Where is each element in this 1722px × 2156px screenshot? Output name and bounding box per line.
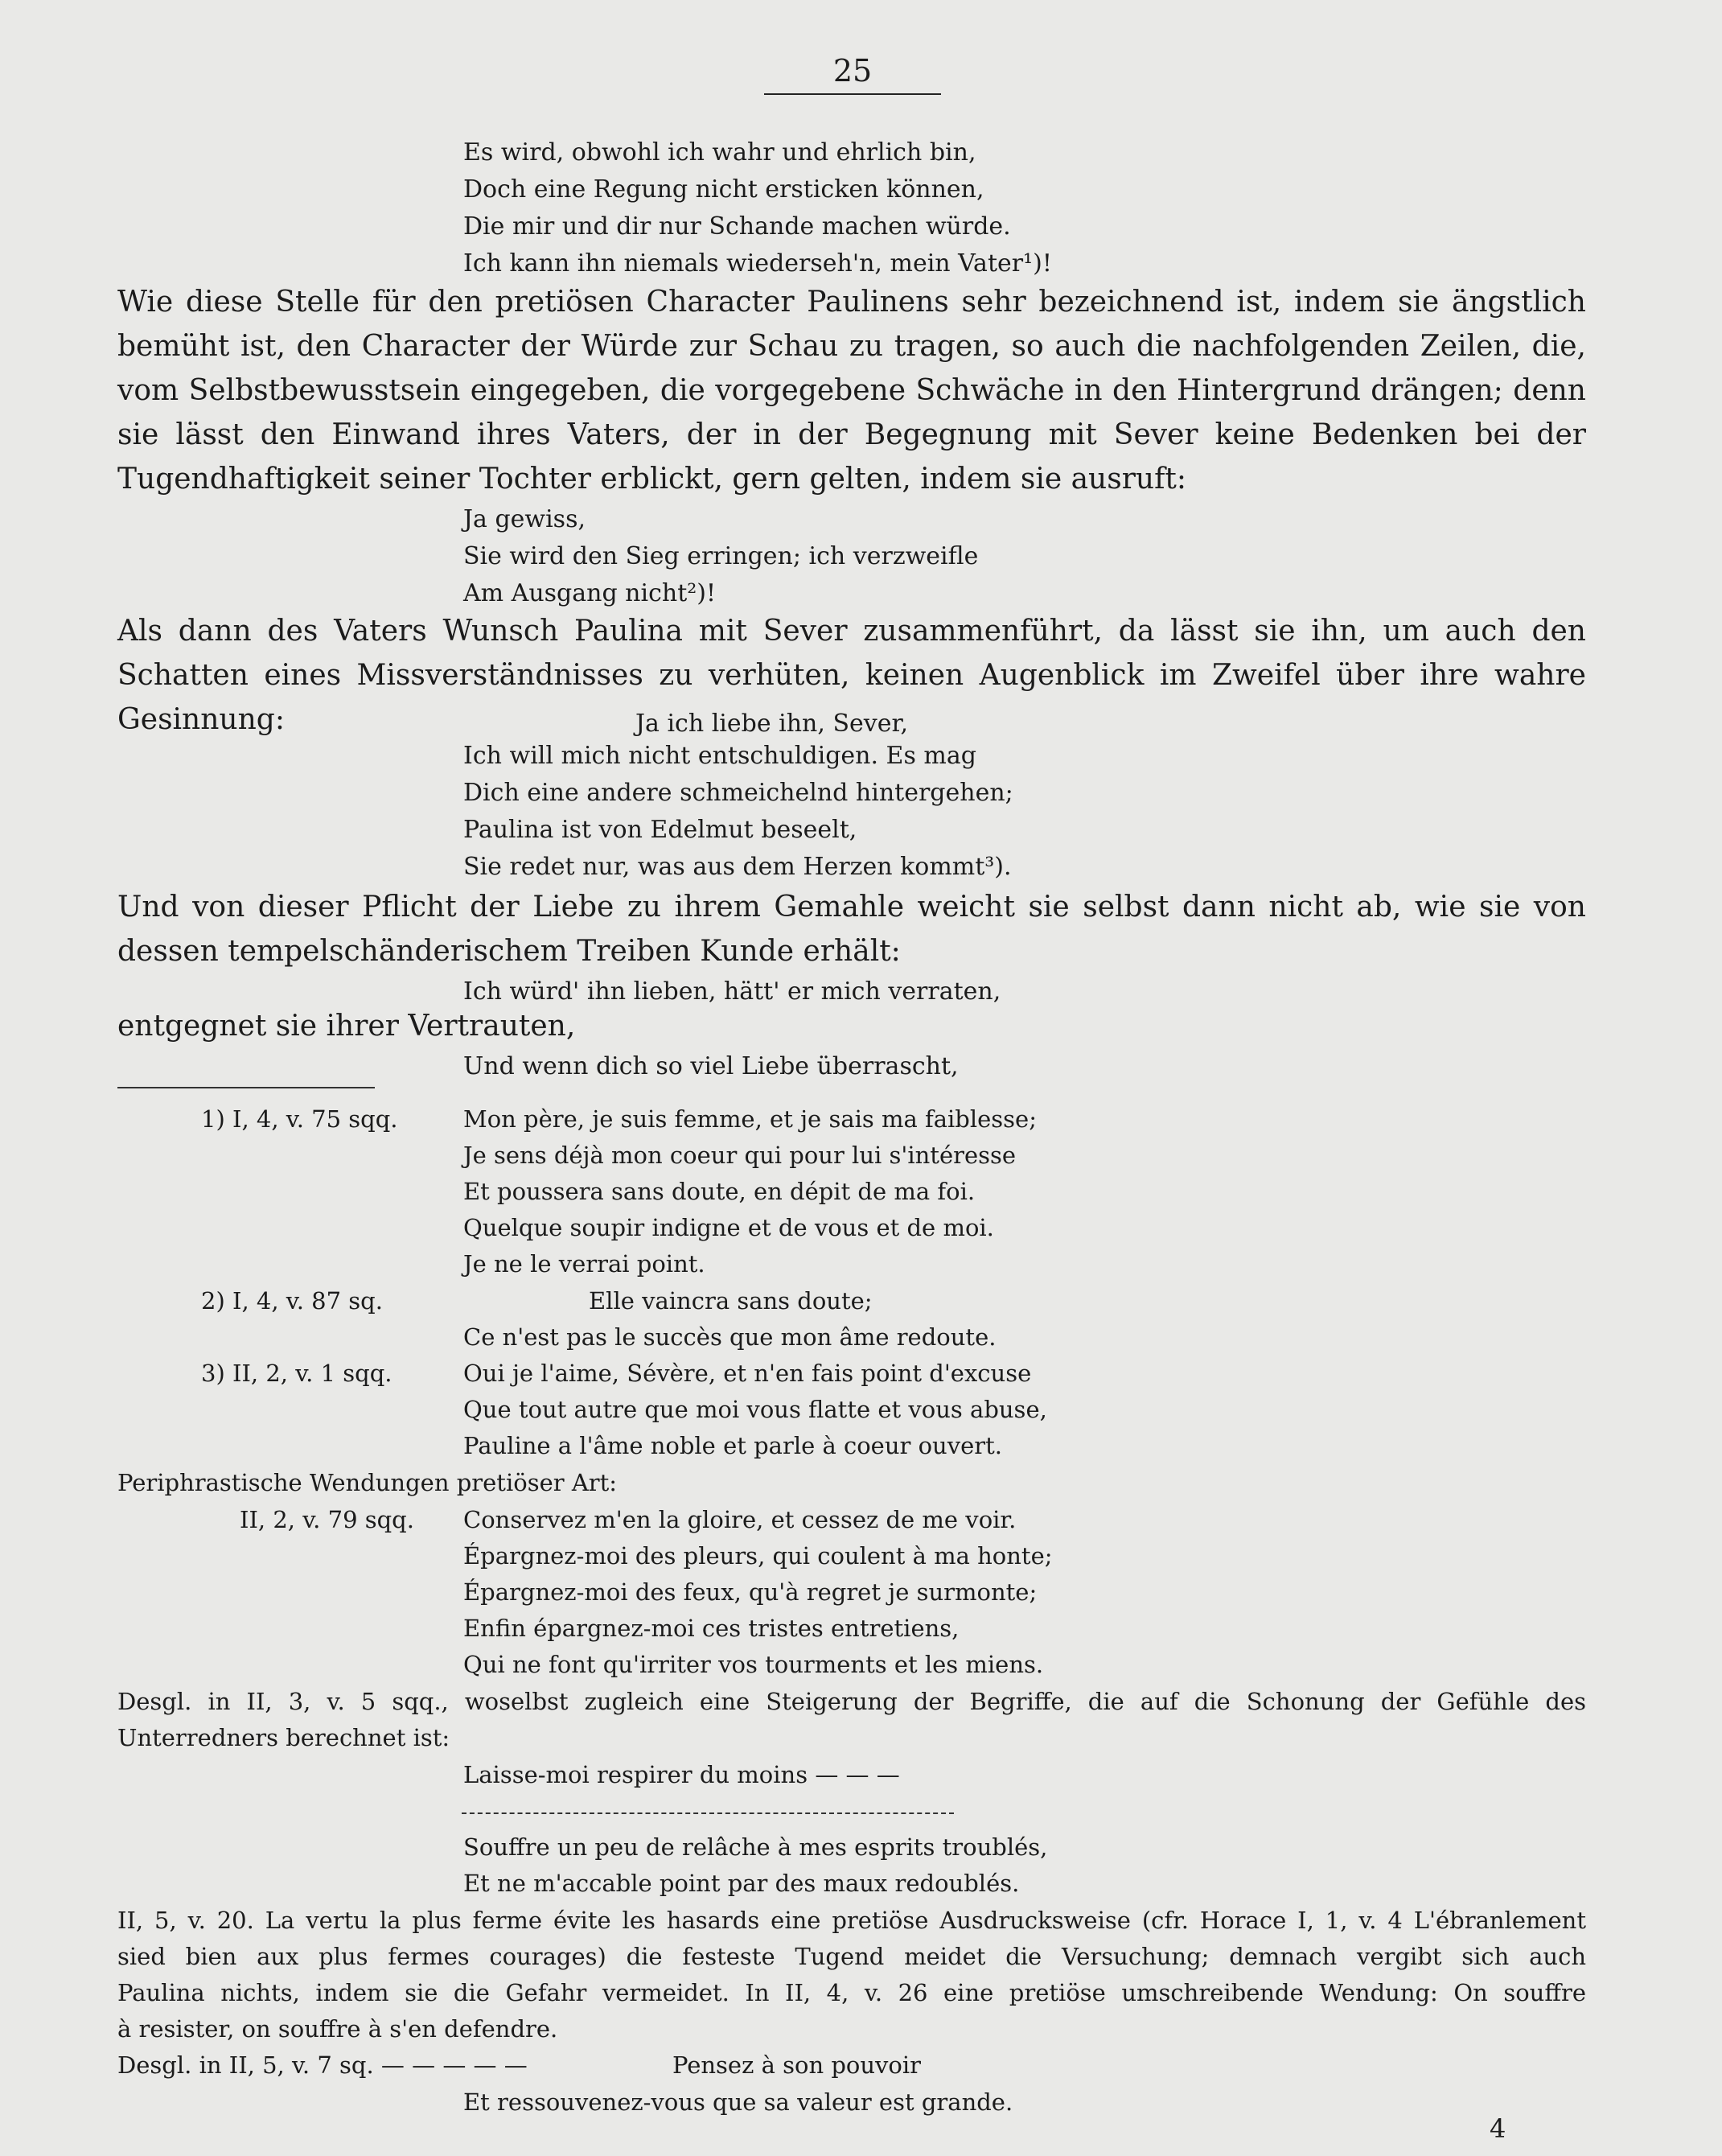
prose-line: Schatten eines Missverständnisses zu verhüten, keinen Augenblick im Zweifel über ihre wahre (117, 659, 1586, 692)
footnote-line: Qui ne font qu'irriter vos tourments et les miens. (463, 1651, 1044, 1678)
verse-line: Dich eine andere schmeichelnd hintergehen; (463, 779, 1013, 807)
verse-line: Ja ich liebe ihn, Sever, (635, 710, 909, 738)
footnote-label: 2) I, 4, v. 87 sq. (201, 1287, 383, 1315)
footnote-line: Elle vaincra sans doute; (589, 1287, 873, 1315)
footnote-line: Pauline a l'âme noble et parle à coeur ouvert. (463, 1432, 1003, 1459)
footnote-line: Quelque soupir indigne et de vous et de moi. (463, 1214, 994, 1241)
verse-line: Und wenn dich so viel Liebe überrascht, (463, 1052, 959, 1080)
verse-line: Ich kann ihn niemals wiederseh'n, mein Vater¹)! (463, 249, 1052, 278)
footnote-line: sied bien aux plus fermes courages) die festeste Tugend meidet die Versuchung; demnach vergibt sich auch (117, 1943, 1586, 1970)
footnote-label: II, 2, v. 79 sqq. (240, 1506, 414, 1533)
footnote-line: Et ressouvenez-vous que sa valeur est grande. (463, 2088, 1013, 2116)
prose-line: Gesinnung: (117, 703, 285, 736)
verse-line: Ja gewiss, (463, 505, 586, 533)
footnote-line: Periphrastische Wendungen pretiöser Art: (117, 1469, 618, 1496)
verse-line: Ich würd' ihn lieben, hätt' er mich verraten, (463, 977, 1001, 1006)
verse-line: Am Ausgang nicht²)! (463, 579, 717, 607)
page-number: 25 (764, 53, 941, 95)
footnote-line: Unterredners berechnet ist: (117, 1724, 450, 1751)
footnote-line: Paulina nichts, indem sie die Gefahr vermeidet. In II, 4, v. 26 eine pretiöse umschreibende Wendung: On souffre (117, 1979, 1586, 2006)
prose-line: Als dann des Vaters Wunsch Paulina mit Sever zusammenführt, da lässt sie ihn, um auch den (117, 615, 1586, 648)
prose-line: sie lässt den Einwand ihres Vaters, der in der Begegnung mit Sever keine Bedenken bei der (117, 418, 1586, 451)
verse-line: Ich will mich nicht entschuldigen. Es mag (463, 742, 976, 770)
footnote-line: Et poussera sans doute, en dépit de ma foi. (463, 1178, 976, 1205)
ellipsis-dash-line (462, 1812, 954, 1814)
footnote-line: Je sens déjà mon coeur qui pour lui s'intéresse (463, 1142, 1017, 1169)
footnote-line: Épargnez-moi des pleurs, qui coulent à ma honte; (463, 1542, 1053, 1570)
prose-line: vom Selbstbewusstsein eingegeben, die vorgegebene Schwäche in den Hintergrund drängen; denn (117, 374, 1586, 407)
footnote-line: Souffre un peu de relâche à mes esprits troublés, (463, 1833, 1048, 1861)
footnote-line: Je ne le verrai point. (463, 1250, 705, 1278)
footnote-separator (117, 1087, 375, 1088)
footnote-line: Ce n'est pas le succès que mon âme redoute. (463, 1323, 997, 1351)
footnote-line: Et ne m'accable point par des maux redoublés. (463, 1870, 1020, 1897)
footnote-line: II, 5, v. 20. La vertu la plus ferme évite les hasards eine pretiöse Ausdrucksweise (cfr. Horace I, 1, v. 4 L'ébranlement (117, 1907, 1586, 1934)
footnote-label: 1) I, 4, v. 75 sqq. (201, 1105, 398, 1133)
footnote-line: Épargnez-moi des feux, qu'à regret je surmonte; (463, 1578, 1038, 1606)
footnote-line: Laisse-moi respirer du moins — — — (463, 1761, 900, 1788)
verse-line: Doch eine Regung nicht ersticken können, (463, 175, 984, 204)
footnote-line: Enfin épargnez-moi ces tristes entretiens, (463, 1615, 960, 1642)
prose-line: Und von dieser Pflicht der Liebe zu ihrem Gemahle weicht sie selbst dann nicht ab, wie sie von (117, 891, 1586, 924)
verse-line: Die mir und dir nur Schande machen würde. (463, 212, 1011, 241)
prose-line: Tugendhaftigkeit seiner Tochter erblickt, gern gelten, indem sie ausruft: (117, 463, 1187, 496)
footnote-line: Oui je l'aime, Sévère, et n'en fais point d'excuse (463, 1360, 1032, 1387)
footnote-label: Desgl. in II, 5, v. 7 sq. — — — — — (117, 2051, 528, 2079)
verse-line: Sie redet nur, was aus dem Herzen kommt³). (463, 853, 1012, 881)
footnote-line: Pensez à son pouvoir (672, 2051, 922, 2079)
footnote-line: Conservez m'en la gloire, et cessez de me voir. (463, 1506, 1017, 1533)
footnote-line: à resister, on souffre à s'en defendre. (117, 2015, 558, 2043)
footnote-line: Desgl. in II, 3, v. 5 sqq., woselbst zugleich eine Steigerung der Begriffe, die auf die Schonung der Gefühle des (117, 1688, 1586, 1715)
prose-line: dessen tempelschänderischem Treiben Kunde erhält: (117, 935, 901, 968)
footnote-label: 3) II, 2, v. 1 sqq. (201, 1360, 392, 1387)
prose-line: entgegnet sie ihrer Vertrauten, (117, 1010, 576, 1043)
verse-line: Paulina ist von Edelmut beseelt, (463, 816, 857, 844)
footnote-line: Mon père, je suis femme, et je sais ma faiblesse; (463, 1105, 1037, 1133)
verse-line: Es wird, obwohl ich wahr und ehrlich bin, (463, 138, 976, 167)
footnote-line: Que tout autre que moi vous flatte et vous abuse, (463, 1396, 1047, 1423)
prose-line: bemüht ist, den Character der Würde zur Schau zu tragen, so auch die nachfolgenden Zeilen, die, (117, 330, 1586, 363)
verse-line: Sie wird den Sieg erringen; ich verzweifle (463, 542, 979, 570)
prose-line: Wie diese Stelle für den pretiösen Character Paulinens sehr bezeichnend ist, indem sie ängstlich (117, 286, 1586, 319)
signature-mark: 4 (1490, 2113, 1506, 2144)
